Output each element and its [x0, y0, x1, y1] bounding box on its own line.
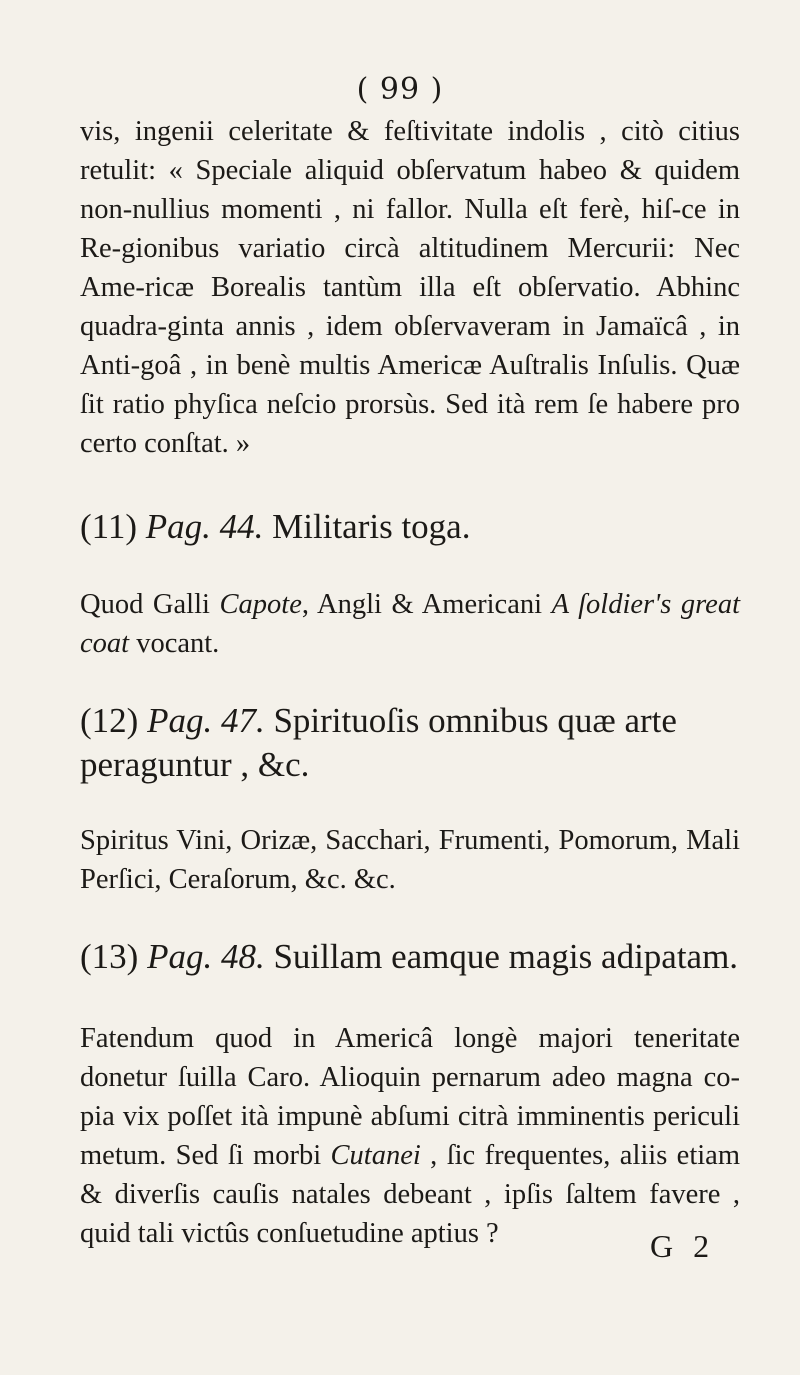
note-11-title: Militaris toga.: [272, 507, 471, 546]
note-12-heading: [80, 699, 740, 787]
page-content: [80, 112, 740, 1253]
note-12-title: Spirituoſis omnibus quæ arte peraguntur , &c.: [80, 701, 677, 784]
note-11-text-3: , Angli & Americani: [301, 589, 552, 620]
note-13-text-1: Fatendum quod in Americâ longè majori teneritate donetur ſuilla Caro. Alioquin pernarum adeo magna co-pia vix poſſet ità impunè abſumi citrà imminentis periculi metum. Sed ſi morbi: [80, 1023, 740, 1171]
note-13-number: (13): [80, 937, 139, 976]
note-13-page-ref: Pag. 48.: [147, 937, 265, 976]
note-11-number: (11): [80, 507, 138, 546]
note-13-heading: [80, 935, 740, 979]
note-11-body: [80, 585, 740, 663]
note-13-text-2: Cutanei: [330, 1140, 421, 1171]
signature-mark: G 2: [650, 1228, 716, 1264]
continuation-paragraph: vis, ingenii celeritate & feſtivitate indolis , citò citius retulit: « Speciale aliquid obſervatum habeo & quidem non-nullius momenti , ni fallor. Nulla eſt ferè, hiſ-ce in Re-gionibus variatio circà altitudinem Mercurii: Nec Ame-ricæ Borealis tantùm illa eſt obſervatio. Abhinc quadra-ginta annis , idem obſervaveram in Jamaïcâ , in Anti-goâ , in benè multis Americæ Auſtralis Inſulis. Quæ ſit ratio phyſica neſcio prorsùs. Sed ità rem ſe habere pro certo conſtat. »: [80, 116, 740, 459]
note-13-body: [80, 1019, 740, 1253]
note-11-text-4: A ſoldier's great coat: [80, 589, 740, 659]
note-11-text-1: Quod Galli: [80, 589, 220, 620]
note-12-page-ref: Pag. 47.: [147, 701, 265, 740]
note-13-text-3: , ſic frequentes, aliis etiam & diverſis cauſis natales debeant , ipſis ſaltem favere , quid tali victûs conſuetudine aptius ?: [80, 1140, 740, 1249]
note-12-number: (12): [80, 701, 139, 740]
note-11-text-5: vocant.: [129, 628, 220, 659]
page-number: ( 99 ): [356, 72, 444, 107]
note-11-page-ref: Pag. 44.: [145, 507, 264, 546]
note-13-title: Suillam eamque magis adipatam.: [273, 937, 739, 976]
note-11-heading: [80, 505, 740, 549]
note-12-body: [80, 821, 740, 899]
note-12-text-1: Spiritus Vini, Orizæ, Sacchari, Frumenti, Pomorum, Mali Perſici, Ceraſorum, &c. &c.: [80, 825, 740, 895]
note-11-text-2: Capote: [219, 589, 302, 620]
